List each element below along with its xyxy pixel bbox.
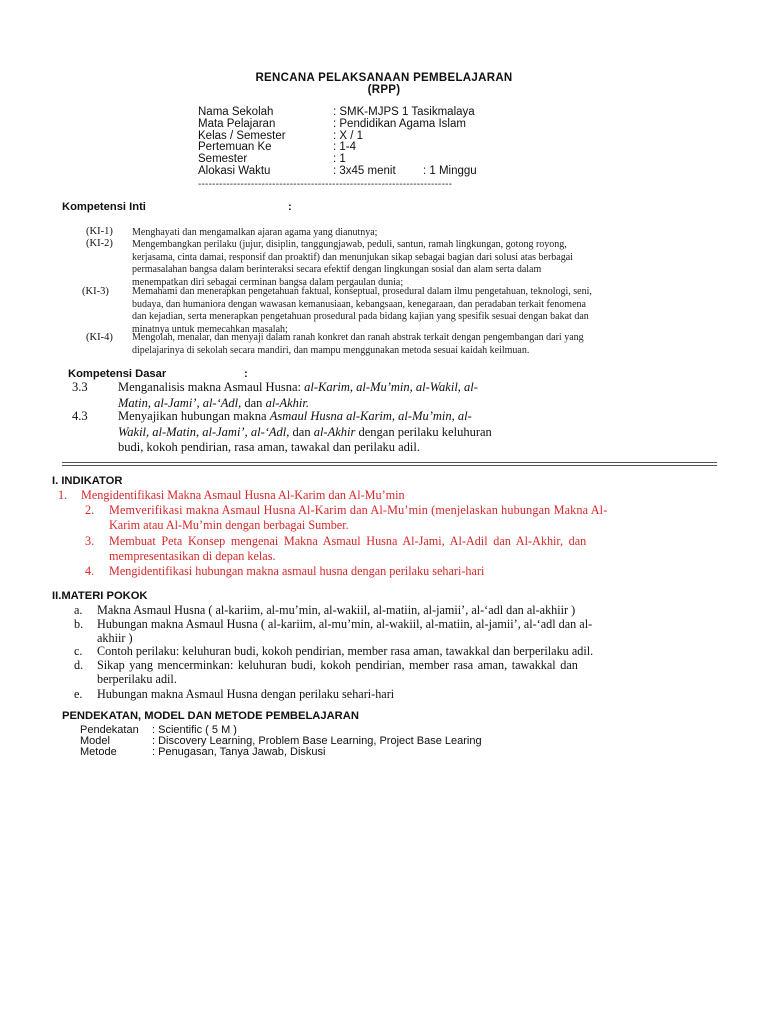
ki-line: Menghayati dan mengamalkan ajaran agama yang dianutnya;: [132, 227, 378, 238]
ki-line: Memahami dan menerapkan pengetahuan faktual, konseptual, prosedural dalam ilmu pengetahuan, teknologi, seni,: [132, 286, 592, 297]
kompetensi-dasar-colon: :: [244, 368, 248, 380]
dashed-divider: ------------------------------------------------------------------------: [198, 179, 453, 190]
ki-text: [132, 332, 720, 357]
materi-letter: a.: [74, 603, 83, 617]
kompetensi-dasar-heading: Kompetensi Dasar: [68, 368, 167, 380]
ki-line: permasalahan bangsa dalam berinteraksi secara efektif dengan lingkungan sosial dan alam serta dalam: [132, 264, 542, 276]
ki-line: budaya, dan humaniora dengan wawasan kemanusiaan, kebangsaan, kenegaraan, dan peradaban terkait fenomena: [132, 298, 586, 310]
indikator-text: Karim atau Al-Mu’min dengan berbagai Sumber.: [109, 518, 349, 532]
info-label: Kelas / Semester: [198, 130, 286, 142]
indikator-text: mempresentasikan di depan kelas.: [109, 549, 276, 563]
kompetensi-inti-heading: Kompetensi Inti: [62, 201, 146, 213]
pendekatan-label: Pendekatan: [80, 724, 139, 736]
indikator-text: Mengidentifikasi Makna Asmaul Husna Al-Karim dan Al-Mu’min: [81, 488, 405, 502]
kd-text-italic: al-Karim, al-Mu’min, al-Wakil, al-: [304, 380, 478, 394]
kompetensi-inti-colon: :: [288, 201, 292, 213]
info-value: : Pendidikan Agama Islam: [333, 118, 466, 130]
kd-text-plain: dengan perilaku keluhuran: [355, 424, 492, 439]
materi-letter: c.: [74, 644, 83, 658]
info-label: Alokasi Waktu: [198, 165, 271, 177]
ki-code: (KI-1): [86, 226, 113, 237]
info-label: Pertemuan Ke: [198, 141, 272, 153]
indikator-number: 1.: [58, 488, 68, 502]
document-subtitle: (RPP): [367, 84, 401, 96]
indikator-text: Membuat Peta Konsep mengenai Makna Asmaul Husna Al-Jami, Al-Adil dan Al-Akhir, dan: [109, 534, 587, 548]
materi-text: Sikap yang mencerminkan: keluhuran budi, kokoh pendirian, member rasa aman, tawakkal dan: [97, 658, 578, 672]
kd-text-italic: Wakil, al-Matin, al-Jami’, al-‘Adl,: [118, 424, 290, 439]
ki-code: (KI-4): [86, 332, 113, 343]
ki-code: (KI-3): [82, 286, 109, 297]
metode-value: : Penugasan, Tanya Jawab, Diskusi: [152, 746, 326, 758]
indikator-text: Memverifikasi makna Asmaul Husna Al-Karim dan Al-Mu’min (menjelaskan hubungan Makna Al-: [109, 503, 608, 517]
kd-text: [118, 409, 492, 456]
kd-text: [118, 380, 478, 411]
pendekatan-value: : Scientific ( 5 M ): [152, 724, 237, 736]
materi-text: berperilaku adil.: [97, 672, 177, 686]
kd-number: 4.3: [72, 409, 88, 423]
info-label: Mata Pelajaran: [198, 118, 276, 130]
ki-line: dan kejadian, serta menerapkan pengetahuan prosedural pada bidang kajian yang spesifik sesuai dengan bakat dan: [132, 311, 589, 323]
ki-line: dipelajarinya di sekolah secara mandiri, dan mampu menggunakan metoda sesuai kaidah keilmuan.: [132, 344, 530, 356]
ki-code: (KI-2): [86, 238, 113, 249]
materi-text: Hubungan makna Asmaul Husna dengan perilaku sehari-hari: [97, 687, 395, 701]
kd-text-plain: dan: [241, 395, 266, 410]
kd-number: 3.3: [72, 380, 88, 394]
ki-line: menempatkan diri sebagai cerminan bangsa dalam pergaulan dunia;: [132, 276, 404, 288]
info-extra-value: : 1 Minggu: [423, 165, 477, 177]
materi-text: Makna Asmaul Husna ( al-kariim, al-mu’min, al-wakiil, al-matiin, al-jamii’, al-‘adl dan al-akhiir ): [97, 603, 576, 617]
ki-line: Mengolah, menalar, dan menyaji dalam ranah konkret dan ranah abstrak terkait dengan pengembangan dari yang: [132, 332, 584, 343]
info-value: : 1: [333, 153, 346, 165]
materi-heading: II.MATERI POKOK: [52, 590, 148, 602]
materi-text: akhiir ): [97, 631, 133, 645]
ki-text: [132, 239, 720, 289]
materi-letter: d.: [74, 658, 84, 672]
ki-line: minatnya untuk memecahkan masalah;: [132, 323, 288, 335]
ki-text: [132, 286, 720, 336]
info-label: Semester: [198, 153, 248, 165]
kd-text-italic: Matin, al-Jami’, al-‘Adl,: [118, 395, 242, 410]
materi-letter: b.: [74, 617, 84, 631]
ki-line: Mengembangkan perilaku (jujur, disiplin, tanggungjawab, peduli, santun, ramah lingkungan, gotong royong,: [132, 239, 567, 250]
materi-text: Hubungan makna Asmaul Husna ( al-kariim, al-mu’min, al-wakiil, al-matiin, al-jamii’, al-‘adl dan al-: [97, 617, 593, 631]
indikator-number: 3.: [85, 534, 95, 548]
info-value: : SMK-MJPS 1 Tasikmalaya: [333, 106, 475, 118]
ki-text: [132, 227, 720, 240]
document-title: RENCANA PELAKSANAAN PEMBELAJARAN: [255, 72, 513, 84]
section-rule-bottom: [62, 465, 717, 466]
pendekatan-heading: PENDEKATAN, MODEL DAN METODE PEMBELAJARAN: [62, 710, 359, 722]
indikator-number: 2.: [85, 503, 95, 517]
indikator-heading: I. INDIKATOR: [52, 475, 123, 487]
kd-text-italic: al-Akhir.: [265, 395, 309, 410]
info-value: : X / 1: [333, 130, 364, 142]
kd-text-italic: al-Akhir: [313, 424, 356, 439]
model-label: Model: [80, 735, 110, 747]
kd-text-plain: budi, kokoh pendirian, rasa aman, tawakal dan perilaku adil.: [118, 440, 420, 454]
metode-label: Metode: [80, 746, 117, 758]
section-rule-top: [62, 462, 717, 463]
ki-line: kerjasama, cinta damai, responsif dan proaktif) dan menunjukan sikap sebagai bagian dari solusi atas berbagai: [132, 251, 573, 263]
kd-text-plain: dan: [289, 424, 314, 439]
info-value: : 3x45 menit: [333, 165, 396, 177]
info-value: : 1-4: [333, 141, 357, 153]
kd-text-italic: Asmaul Husna al-Karim, al-Mu’min, al-: [269, 409, 472, 423]
kd-text-plain: Menyajikan hubungan makna: [118, 409, 270, 423]
materi-letter: e.: [74, 687, 83, 701]
model-value: : Discovery Learning, Problem Base Learning, Project Base Learing: [152, 735, 482, 747]
info-label: Nama Sekolah: [198, 106, 274, 118]
indikator-text: Mengidentifikasi hubungan makna asmaul husna dengan perilaku sehari-hari: [109, 564, 485, 578]
kd-text-plain: Menganalisis makna Asmaul Husna:: [118, 380, 305, 394]
indikator-number: 4.: [85, 564, 95, 578]
materi-text: Contoh perilaku: keluhuran budi, kokoh pendirian, member rasa aman, tawakkal dan berperilaku adil.: [97, 644, 594, 658]
